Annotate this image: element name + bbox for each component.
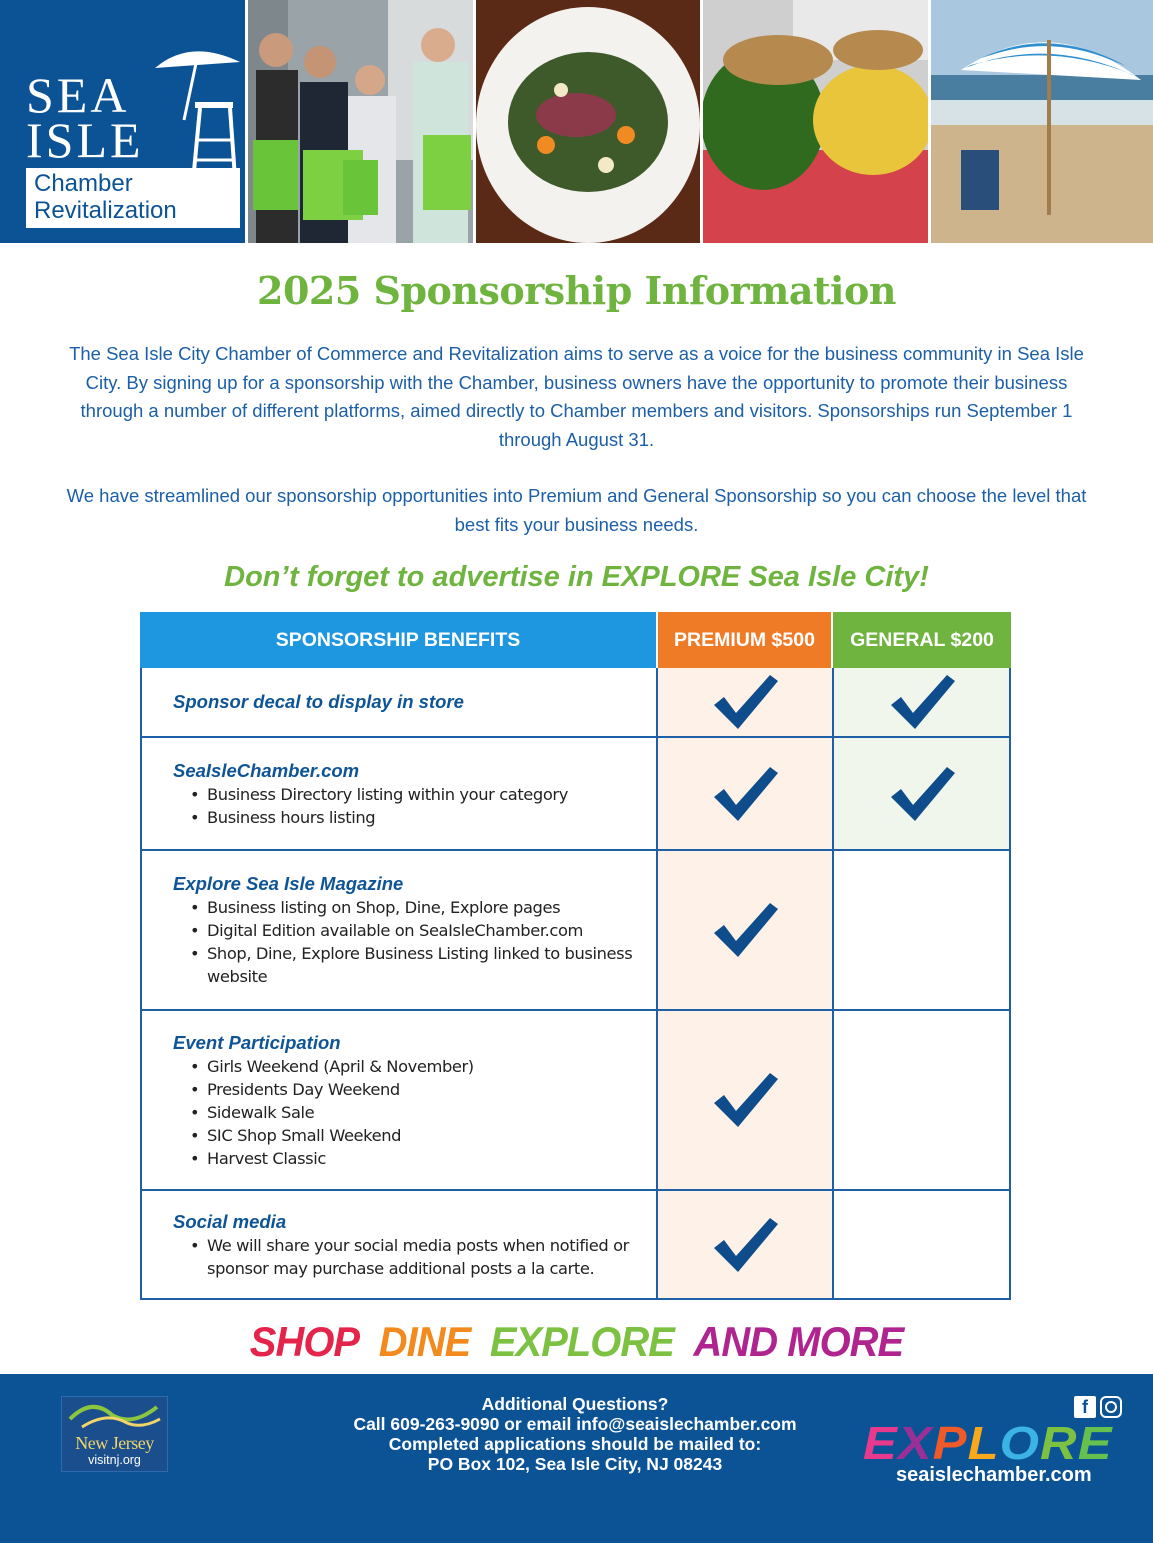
table-header-row <box>140 612 1011 668</box>
premium-cell <box>656 668 832 736</box>
explore-letter: L <box>967 1417 1000 1469</box>
wave-icon <box>62 1397 167 1433</box>
benefit-list <box>173 1234 656 1280</box>
benefit-list-item: • Harvest Classic <box>173 1147 656 1170</box>
header-banner <box>0 0 1153 243</box>
header-sponsorship-benefits: SPONSORSHIP BENEFITS <box>140 612 656 668</box>
logo-text-sea: SEA <box>26 67 130 123</box>
benefit-list-item: • Presidents Day Weekend <box>173 1078 656 1101</box>
logo-text-revitalization: Revitalization <box>34 197 177 224</box>
explore-ad-reminder: Don’t forget to advertise in EXPLORE Sea Isle City! <box>224 561 929 593</box>
table-row <box>140 1011 1011 1191</box>
general-cell <box>832 851 1009 1009</box>
logo-subtitle-box <box>26 168 240 228</box>
general-cell <box>832 1011 1009 1189</box>
checkmark-icon <box>710 899 780 961</box>
checkmark-icon <box>887 671 957 733</box>
benefit-list-item: • Sidewalk Sale <box>173 1101 656 1124</box>
mailing-address: PO Box 102, Sea Isle City, NJ 08243 <box>427 1454 723 1474</box>
mail-instructions: Completed applications should be mailed to: <box>388 1434 762 1454</box>
checkmark-icon <box>710 671 780 733</box>
benefit-list-item: • Business hours listing <box>173 806 656 829</box>
nj-logo-name: New Jersey <box>75 1433 154 1453</box>
general-cell <box>832 668 1009 736</box>
logo-text-chamber: Chamber <box>34 170 133 197</box>
benefit-cell <box>142 1011 656 1189</box>
benefit-cell <box>142 738 656 849</box>
sponsorship-benefits-table <box>140 612 1011 1300</box>
new-jersey-logo[interactable] <box>61 1396 168 1472</box>
table-row <box>140 851 1011 1011</box>
sponsorship-tiers-paragraph: We have streamlined our sponsorship opportunities into Premium and General Sponsorship so you can choose the level that best fits your business needs. <box>66 485 1087 535</box>
benefit-list-item: • Girls Weekend (April & November) <box>173 1055 656 1078</box>
checkmark-icon <box>710 1069 780 1131</box>
benefit-cell <box>142 1191 656 1298</box>
benefit-list-item: • We will share your social media posts when notified or sponsor may purchase additional posts a la carte. <box>173 1234 656 1280</box>
explore-letter: O <box>999 1417 1041 1469</box>
benefit-title: Social media <box>173 1210 287 1232</box>
logo-text-isle: ISLE <box>26 112 144 168</box>
benefit-list-item: • SIC Shop Small Weekend <box>173 1124 656 1147</box>
instagram-icon[interactable] <box>1100 1396 1122 1418</box>
premium-cell <box>656 1011 832 1189</box>
premium-cell <box>656 851 832 1009</box>
explore-letter: P <box>932 1417 968 1469</box>
page-title: 2025 Sponsorship Information <box>257 268 896 313</box>
benefit-list <box>173 896 656 988</box>
benefit-cell <box>142 851 656 1009</box>
explore-letter: E <box>1077 1417 1113 1469</box>
header-general-tier: GENERAL $200 <box>831 612 1011 668</box>
contact-block <box>300 1394 850 1474</box>
table-row <box>140 668 1011 738</box>
shop-dine-explore-slogan <box>29 1318 1124 1366</box>
checkmark-icon <box>710 763 780 825</box>
table-body <box>140 668 1011 1300</box>
explore-letter: E <box>863 1417 898 1469</box>
checkmark-icon <box>710 1214 780 1276</box>
benefit-list-item: • Business Directory listing within your category <box>173 783 656 806</box>
table-row <box>140 738 1011 851</box>
social-links <box>1074 1396 1122 1418</box>
benefit-title: Explore Sea Isle Magazine <box>173 873 404 894</box>
table-row <box>140 1191 1011 1300</box>
nj-logo-url: visitnj.org <box>88 1453 141 1467</box>
photo-beach-umbrella <box>931 0 1153 243</box>
checkmark-icon <box>887 763 957 825</box>
general-cell <box>832 738 1009 849</box>
benefit-title: SeaIsleChamber.com <box>173 759 360 781</box>
benefit-title: Event Participation <box>173 1031 341 1053</box>
website-link[interactable]: seaislechamber.com <box>896 1464 1092 1486</box>
facebook-icon[interactable]: f <box>1074 1396 1096 1418</box>
intro-paragraph: The Sea Isle City Chamber of Commerce and Revitalization aims to serve as a voice for the business community in Sea Isle City. By signing up for a sponsorship with the Chamber, business owners have the opportunity to promote their business through a number of different platforms, aimed directly to Chamber members and visitors. Sponsorships run September 1 through August 31. <box>69 343 1084 450</box>
footer <box>0 1374 1153 1543</box>
benefit-list-item: • Business listing on Shop, Dine, Explore pages <box>173 896 656 919</box>
explore-letter: X <box>897 1417 933 1469</box>
explore-logo <box>863 1416 1113 1470</box>
premium-cell <box>656 738 832 849</box>
sea-isle-logo <box>0 0 245 243</box>
contact-phone-email[interactable]: Call 609-263-9090 or email info@seaislechamber.com <box>353 1414 797 1434</box>
explore-letter: R <box>1040 1417 1078 1469</box>
slogan-and-more: AND MORE <box>693 1318 904 1365</box>
photo-tuna-dish <box>476 0 701 243</box>
contact-heading: Additional Questions? <box>481 1394 669 1414</box>
benefit-list <box>173 783 656 829</box>
premium-cell <box>656 1191 832 1298</box>
slogan-dine: DINE <box>378 1318 471 1365</box>
general-cell <box>832 1191 1009 1298</box>
benefit-cell <box>142 668 656 736</box>
header-premium-tier: PREMIUM $500 <box>656 612 831 668</box>
benefit-list <box>173 1055 656 1170</box>
benefit-list-item: • Digital Edition available on SeaIsleChamber.com <box>173 919 656 942</box>
photo-girls-weekend <box>248 0 473 243</box>
slogan-explore: EXPLORE <box>489 1318 674 1365</box>
slogan-shop: SHOP <box>249 1318 360 1365</box>
photo-farm-produce <box>703 0 928 243</box>
benefit-title: Sponsor decal to display in store <box>173 691 464 712</box>
benefit-list-item: • Shop, Dine, Explore Business Listing linked to business website <box>173 942 656 988</box>
